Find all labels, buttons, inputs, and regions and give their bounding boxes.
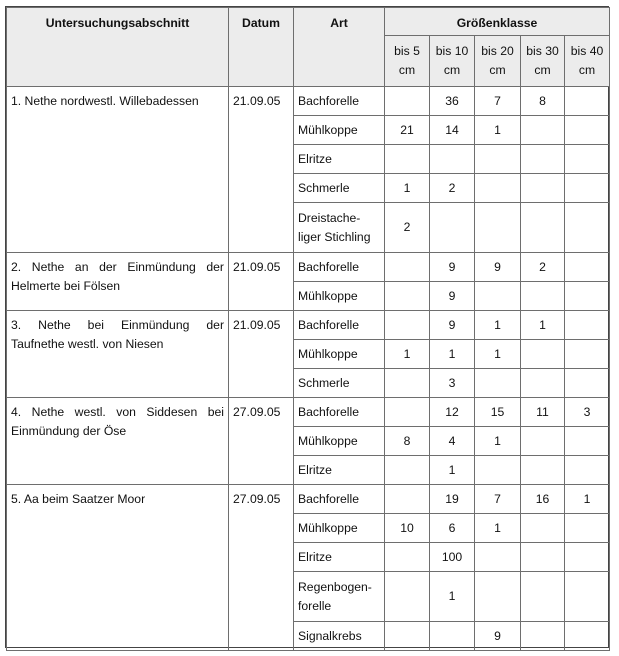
table-row — [7, 311, 610, 340]
count-cell: 1 — [430, 340, 475, 369]
count-cell — [521, 622, 565, 651]
count-cell: 1 — [385, 174, 430, 203]
count-cell — [385, 398, 430, 427]
species-name: Bachforelle — [294, 398, 385, 427]
count-cell — [385, 572, 430, 622]
count-cell — [521, 203, 565, 253]
count-cell: 9 — [475, 622, 521, 651]
table-row — [7, 398, 610, 427]
count-cell — [521, 514, 565, 543]
header-art: Art — [294, 8, 385, 87]
count-cell: 1 — [475, 514, 521, 543]
count-cell — [385, 311, 430, 340]
count-cell — [430, 622, 475, 651]
section-name: 5. Aa beim Saatzer Moor — [7, 485, 229, 651]
count-cell — [385, 543, 430, 572]
count-cell — [475, 543, 521, 572]
count-cell: 2 — [521, 253, 565, 282]
species-name: Schmerle — [294, 369, 385, 398]
count-cell: 7 — [475, 485, 521, 514]
species-name: Mühlkoppe — [294, 427, 385, 456]
size-class-20: bis 20 cm — [475, 36, 521, 87]
size-class-30: bis 30 cm — [521, 36, 565, 87]
count-cell — [385, 622, 430, 651]
count-cell: 16 — [521, 485, 565, 514]
header-date: Datum — [229, 8, 294, 87]
count-cell — [385, 456, 430, 485]
count-cell: 100 — [430, 543, 475, 572]
count-cell: 21 — [385, 116, 430, 145]
count-cell: 6 — [430, 514, 475, 543]
count-cell — [475, 572, 521, 622]
count-cell: 3 — [565, 398, 610, 427]
count-cell — [385, 145, 430, 174]
count-cell: 1 — [521, 311, 565, 340]
count-cell — [385, 87, 430, 116]
table-body — [7, 87, 610, 651]
count-cell: 8 — [385, 427, 430, 456]
count-cell: 9 — [430, 282, 475, 311]
table-row — [7, 87, 610, 116]
count-cell: 10 — [385, 514, 430, 543]
species-name: Elritze — [294, 145, 385, 174]
count-cell — [475, 456, 521, 485]
section-date: 21.09.05 — [229, 311, 294, 398]
fish-survey-table — [6, 7, 610, 651]
section-name: 2. Nethe an der Einmündung der Helmerte bei Fölsen — [7, 253, 229, 311]
table-header — [7, 8, 610, 87]
count-cell — [475, 145, 521, 174]
count-cell: 1 — [430, 456, 475, 485]
count-cell — [430, 145, 475, 174]
size-class-10: bis 10 cm — [430, 36, 475, 87]
species-name: Elritze — [294, 543, 385, 572]
count-cell: 7 — [475, 87, 521, 116]
count-cell — [521, 282, 565, 311]
count-cell — [521, 456, 565, 485]
species-name: Dreistache-liger Stichling — [294, 203, 385, 253]
section-date: 27.09.05 — [229, 485, 294, 651]
count-cell: 15 — [475, 398, 521, 427]
count-cell — [475, 369, 521, 398]
count-cell — [565, 543, 610, 572]
count-cell — [565, 203, 610, 253]
count-cell — [565, 340, 610, 369]
species-name: Mühlkoppe — [294, 340, 385, 369]
count-cell: 1 — [475, 311, 521, 340]
count-cell: 2 — [430, 174, 475, 203]
count-cell — [521, 340, 565, 369]
count-cell — [565, 427, 610, 456]
count-cell — [565, 622, 610, 651]
count-cell: 19 — [430, 485, 475, 514]
species-name: Mühlkoppe — [294, 514, 385, 543]
count-cell: 2 — [385, 203, 430, 253]
count-cell: 14 — [430, 116, 475, 145]
count-cell — [521, 369, 565, 398]
count-cell — [385, 485, 430, 514]
count-cell — [430, 203, 475, 253]
table-row — [7, 253, 610, 282]
section-date: 21.09.05 — [229, 87, 294, 253]
section-name: 3. Nethe bei Einmündung der Taufnethe westl. von Niesen — [7, 311, 229, 398]
count-cell — [385, 253, 430, 282]
size-class-5: bis 5 cm — [385, 36, 430, 87]
count-cell: 9 — [430, 253, 475, 282]
count-cell: 9 — [475, 253, 521, 282]
header-section: Untersuchungsabschnitt — [7, 8, 229, 87]
count-cell — [385, 282, 430, 311]
count-cell — [475, 203, 521, 253]
count-cell — [521, 427, 565, 456]
count-cell — [565, 174, 610, 203]
species-name: Bachforelle — [294, 87, 385, 116]
count-cell — [565, 572, 610, 622]
count-cell — [521, 543, 565, 572]
count-cell — [565, 369, 610, 398]
species-name: Regenbogen-forelle — [294, 572, 385, 622]
count-cell — [565, 311, 610, 340]
species-name: Mühlkoppe — [294, 116, 385, 145]
count-cell — [521, 572, 565, 622]
size-class-40: bis 40 cm — [565, 36, 610, 87]
species-name: Mühlkoppe — [294, 282, 385, 311]
count-cell — [521, 174, 565, 203]
count-cell: 3 — [430, 369, 475, 398]
count-cell — [565, 116, 610, 145]
section-date: 27.09.05 — [229, 398, 294, 485]
count-cell: 4 — [430, 427, 475, 456]
count-cell — [475, 174, 521, 203]
count-cell — [565, 282, 610, 311]
count-cell: 36 — [430, 87, 475, 116]
species-name: Bachforelle — [294, 485, 385, 514]
count-cell — [565, 514, 610, 543]
species-name: Elritze — [294, 456, 385, 485]
species-name: Bachforelle — [294, 311, 385, 340]
count-cell — [385, 369, 430, 398]
count-cell: 1 — [565, 485, 610, 514]
species-name: Signalkrebs — [294, 622, 385, 651]
species-name: Schmerle — [294, 174, 385, 203]
count-cell — [565, 145, 610, 174]
species-name: Bachforelle — [294, 253, 385, 282]
count-cell: 11 — [521, 398, 565, 427]
count-cell — [475, 282, 521, 311]
count-cell — [565, 87, 610, 116]
table-row — [7, 485, 610, 514]
count-cell: 1 — [475, 340, 521, 369]
count-cell — [521, 116, 565, 145]
count-cell — [565, 456, 610, 485]
count-cell: 8 — [521, 87, 565, 116]
count-cell: 1 — [475, 427, 521, 456]
count-cell — [521, 145, 565, 174]
count-cell — [565, 253, 610, 282]
count-cell: 9 — [430, 311, 475, 340]
section-date: 21.09.05 — [229, 253, 294, 311]
count-cell: 1 — [430, 572, 475, 622]
count-cell: 1 — [385, 340, 430, 369]
count-cell: 12 — [430, 398, 475, 427]
section-name: 1. Nethe nordwestl. Willebadessen — [7, 87, 229, 253]
section-name: 4. Nethe westl. von Siddesen bei Einmündung der Öse — [7, 398, 229, 485]
header-size-class: Größenklasse — [385, 8, 610, 36]
count-cell: 1 — [475, 116, 521, 145]
